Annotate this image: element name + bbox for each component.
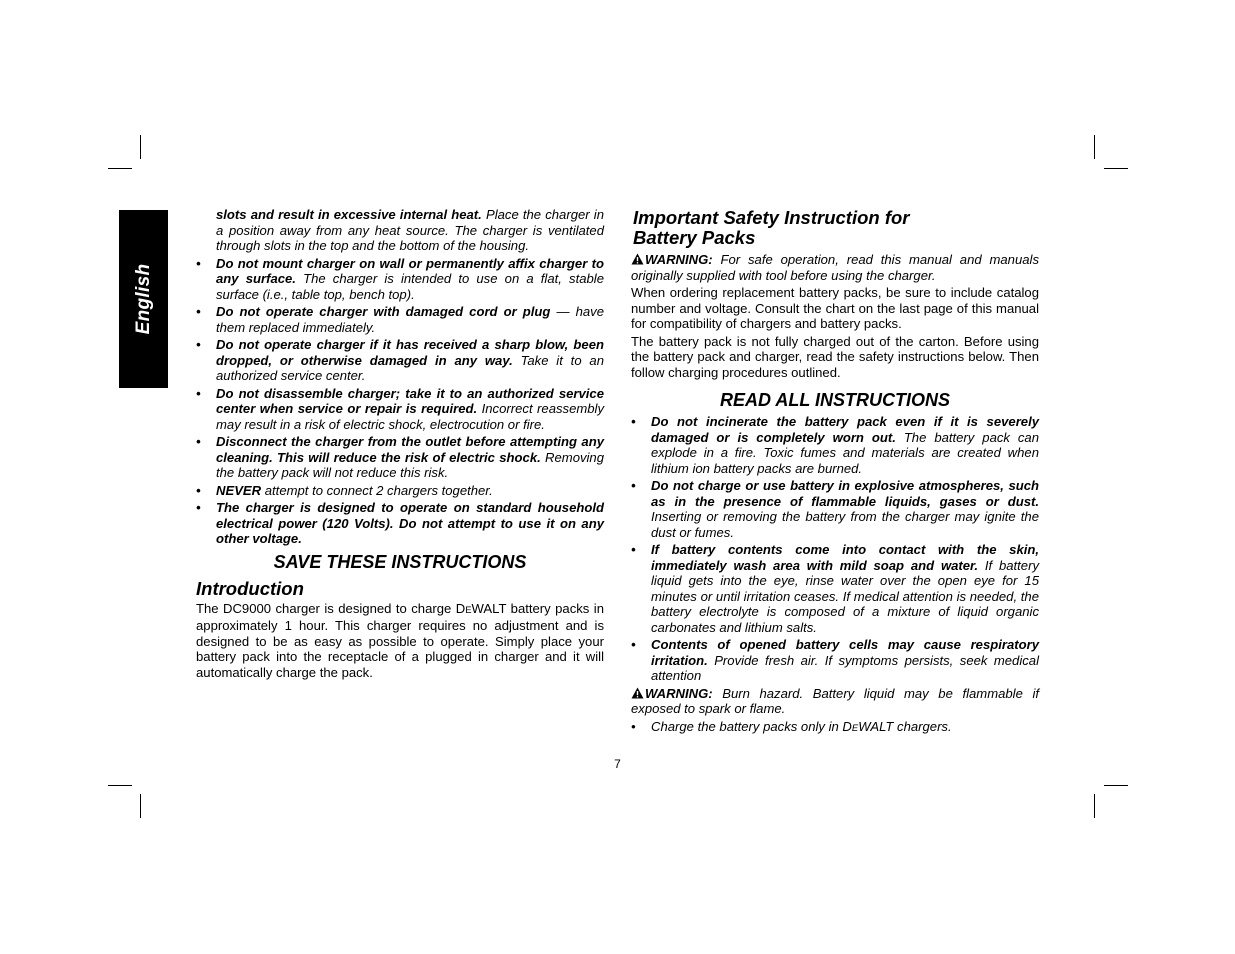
crop-mark-bottom-left-vertical	[140, 794, 141, 818]
bullet: •	[196, 337, 201, 352]
list-item-text: If battery liquid gets into the eye, rinse water over the open eye for 15 minutes or until irritation ceases. If medical attention is needed, the battery electrolyte is composed of a mixture of liquid organic carbonates and lithium salts.	[651, 557, 1039, 635]
intro-text-start: The DC9000 charger is designed to charge D	[196, 600, 466, 616]
battery-safety-heading	[633, 208, 1039, 248]
list-item-text: — have them replaced immediately.	[216, 304, 604, 335]
crop-mark-top-right-vertical	[1094, 135, 1095, 159]
list-item-bold: Do not operate charger with damaged cord or plug	[216, 304, 551, 319]
list-item-text-end: WALT chargers.	[858, 718, 952, 734]
list-item-bold: NEVER	[216, 482, 262, 498]
list-item-bold: Do not mount charger on wall or permanently affix charger to any surface.	[216, 255, 604, 286]
bullet: •	[631, 542, 636, 557]
warning-label: WARNING:	[645, 252, 713, 267]
list-item	[196, 386, 604, 433]
list-item-text: Take it to an authorized service center.	[216, 352, 604, 383]
list-item-text: Incorrect reassembly may result in a risk of electric shock, electrocution or fire.	[216, 401, 604, 432]
bullet: •	[196, 385, 201, 401]
replacement-paragraph: When ordering replacement battery packs, be sure to include catalog number and voltage. Consult the chart on the last page of this manual for compatibility of chargers and battery packs.	[631, 285, 1039, 331]
list-item	[631, 478, 1039, 540]
list-item-text: The charger is intended to use on a flat, stable surface (i.e., table top, bench top).	[216, 271, 604, 302]
list-item	[196, 337, 604, 384]
charge-state-paragraph: The battery pack is not fully charged out of the carton. Before using the battery pack and charger, read the safety instructions below. Then follow charging procedures outlined.	[631, 333, 1039, 380]
charger-safety-list	[196, 256, 604, 547]
list-item	[631, 414, 1039, 476]
list-item	[631, 637, 1039, 684]
warning-paragraph	[631, 686, 1039, 717]
continued-bold-text: slots and result in excessive internal heat.	[216, 207, 482, 222]
warning-text: Burn hazard. Battery liquid may be flammable if exposed to spark or flame.	[631, 685, 1039, 716]
crop-mark-bottom-right-vertical	[1094, 794, 1095, 818]
warning-triangle-icon	[631, 687, 644, 699]
bullet: •	[631, 718, 636, 734]
continued-text: Place the charger in a position away from any heat source. The charger is ventilated through slots in the top and the bottom of the housing.	[216, 207, 604, 253]
bullet: •	[631, 478, 636, 493]
warning-triangle-icon	[631, 253, 644, 265]
list-item-bold: Disconnect the charger from the outlet before attempting any cleaning. This will reduce the risk of electric shock.	[216, 434, 604, 465]
warning-text: For safe operation, read this manual and manuals originally supplied with tool before using the charger.	[631, 252, 1039, 283]
warning-label: WARNING:	[645, 685, 713, 701]
bullet: •	[196, 304, 201, 319]
brand-small-cap: E	[465, 604, 472, 616]
introduction-heading: Introduction	[196, 577, 304, 599]
charger-compat-list	[631, 719, 1039, 737]
bullet: •	[631, 637, 636, 652]
crop-mark-bottom-left-horizontal	[108, 785, 132, 786]
intro-text-end: WALT battery packs in approximately 1 hour. This charger requires no adjustment and is designed to be as easy as possible to operate. Simply place your battery pack into the receptacle of a plugged in charger and it will automatically charge the pack.	[196, 600, 604, 680]
list-item-bold: Do not incinerate the battery pack even if it is severely damaged or is completely worn out.	[651, 414, 1039, 445]
bullet: •	[196, 482, 201, 498]
list-item-bold: Contents of opened battery cells may cause respiratory irritation.	[651, 637, 1039, 668]
list-item-bold: Do not charge or use battery in explosive atmospheres, such as in the presence of flammable liquids, gases or dust.	[651, 478, 1039, 509]
crop-mark-bottom-right-horizontal	[1104, 785, 1128, 786]
list-item-text: Inserting or removing the battery from the charger may ignite the dust or fumes.	[651, 509, 1039, 540]
page-number: 7	[614, 757, 621, 771]
bullet: •	[196, 255, 201, 271]
right-column	[631, 207, 1039, 738]
bullet: •	[196, 500, 201, 515]
crop-mark-top-left-horizontal	[108, 168, 132, 169]
list-item-bold: Do not disassemble charger; take it to an authorized service center when service or repair is required.	[216, 385, 604, 416]
list-item	[196, 304, 604, 335]
list-item	[196, 256, 604, 303]
crop-mark-top-right-horizontal	[1104, 168, 1128, 169]
bullet: •	[631, 414, 636, 429]
left-column	[196, 207, 604, 680]
list-item	[196, 434, 604, 481]
list-item	[196, 500, 604, 547]
battery-safety-heading-line1: Important Safety Instruction for	[633, 207, 910, 228]
list-item	[196, 483, 604, 499]
list-item-text: Removing the battery pack will not reduce this risk.	[216, 449, 604, 480]
warning-paragraph	[631, 252, 1039, 283]
brand-small-cap: E	[851, 722, 859, 734]
list-item-text: attempt to connect 2 chargers together.	[261, 482, 493, 498]
list-item-text: The battery pack can explode in a fire. Toxic fumes and materials are created when lithium ion battery packs are burned.	[651, 429, 1039, 476]
bullet: •	[196, 434, 201, 449]
list-item-bold: If battery contents come into contact with the skin, immediately wash area with mild soap and water.	[651, 542, 1039, 573]
read-instructions-heading: READ ALL INSTRUCTIONS	[719, 390, 950, 410]
list-item-bold: The charger is designed to operate on standard household electrical power (120 Volts). Do not attempt to use it on any other voltage.	[216, 500, 604, 546]
list-item-text-start: Charge the battery packs only in D	[651, 718, 852, 734]
list-item	[631, 542, 1039, 635]
continued-paragraph	[196, 207, 604, 254]
list-item	[631, 719, 1039, 737]
battery-safety-list	[631, 414, 1039, 684]
list-item-bold: Do not operate charger if it has received a sharp blow, been dropped, or otherwise damaged in any way.	[216, 337, 604, 368]
language-tab	[119, 210, 168, 388]
battery-safety-heading-line2: Battery Packs	[633, 227, 756, 248]
list-item-text: Provide fresh air. If symptoms persists, seek medical attention	[651, 652, 1039, 683]
save-instructions-heading: SAVE THESE INSTRUCTIONS	[273, 551, 527, 572]
introduction-paragraph	[196, 601, 604, 681]
crop-mark-top-left-vertical	[140, 135, 141, 159]
language-tab-label: English	[132, 263, 154, 335]
